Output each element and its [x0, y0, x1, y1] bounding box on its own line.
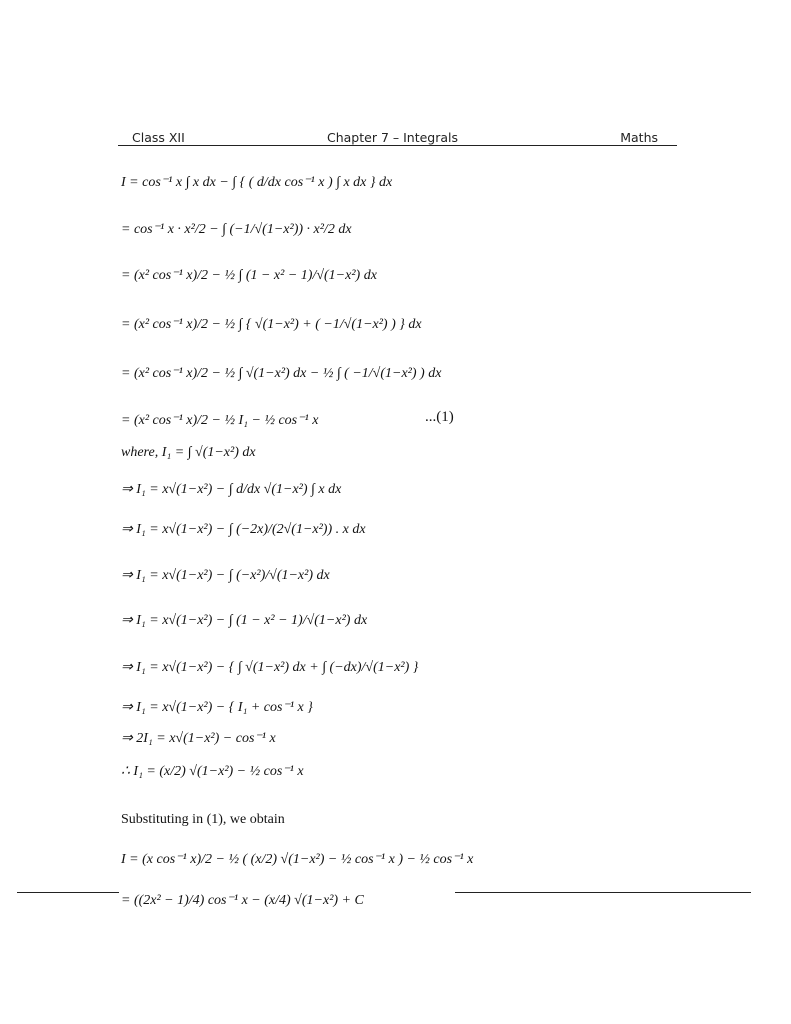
equation-line-6: = (x² cos⁻¹ x)/2 − ½ I₁ − ½ cos⁻¹ x — [121, 413, 319, 428]
equation-line-13: ⇒ I₁ = x√(1−x²) − { I₁ + cos⁻¹ x } — [121, 700, 313, 715]
equation-line-8: ⇒ I₁ = x√(1−x²) − ∫ d/dx √(1−x²) ∫ x dx — [121, 482, 342, 497]
equation-line-17: = ((2x² − 1)/4) cos⁻¹ x − (x/4) √(1−x²) + C — [121, 893, 364, 908]
page-header — [118, 130, 677, 146]
equation-line-14: ⇒ 2I₁ = x√(1−x²) − cos⁻¹ x — [121, 731, 276, 746]
equation-line-3: = (x² cos⁻¹ x)/2 − ½ ∫ (1 − x² − 1)/√(1−x²) dx — [121, 268, 377, 283]
footer-rule-right — [455, 892, 751, 893]
equation-line-16: I = (x cos⁻¹ x)/2 − ½ ( (x/2) √(1−x²) − ½ cos⁻¹ x ) − ½ cos⁻¹ x — [121, 852, 474, 867]
equation-line-7: where, I₁ = ∫ √(1−x²) dx — [121, 445, 256, 460]
equation-line-5: = (x² cos⁻¹ x)/2 − ½ ∫ √(1−x²) dx − ½ ∫ ( −1/√(1−x²) ) dx — [121, 366, 442, 381]
equation-line-15: ∴ I₁ = (x/2) √(1−x²) − ½ cos⁻¹ x — [121, 764, 304, 779]
equation-line-12: ⇒ I₁ = x√(1−x²) − { ∫ √(1−x²) dx + ∫ (−dx)/√(1−x²) } — [121, 660, 419, 675]
header-chapter: Chapter 7 – Integrals — [327, 130, 459, 145]
equation-line-9: ⇒ I₁ = x√(1−x²) − ∫ (−2x)/(2√(1−x²)) . x dx — [121, 522, 366, 537]
substitution-text: Substituting in (1), we obtain — [121, 812, 285, 827]
header-rule — [118, 145, 677, 146]
equation-line-10: ⇒ I₁ = x√(1−x²) − ∫ (−x²)/√(1−x²) dx — [121, 568, 330, 583]
equation-reference: ...(1) — [425, 409, 454, 425]
equation-line-1: I = cos⁻¹ x ∫ x dx − ∫ { ( d/dx cos⁻¹ x ) ∫ x dx } dx — [121, 175, 393, 190]
footer-rule-left — [17, 892, 119, 893]
equation-line-11: ⇒ I₁ = x√(1−x²) − ∫ (1 − x² − 1)/√(1−x²) dx — [121, 613, 368, 628]
header-class: Class XII — [132, 130, 185, 145]
equation-line-4: = (x² cos⁻¹ x)/2 − ½ ∫ { √(1−x²) + ( −1/√(1−x²) ) } dx — [121, 317, 422, 332]
equation-line-2: = cos⁻¹ x · x²/2 − ∫ (−1/√(1−x²)) · x²/2 dx — [121, 222, 352, 237]
header-subject: Maths — [620, 130, 658, 145]
